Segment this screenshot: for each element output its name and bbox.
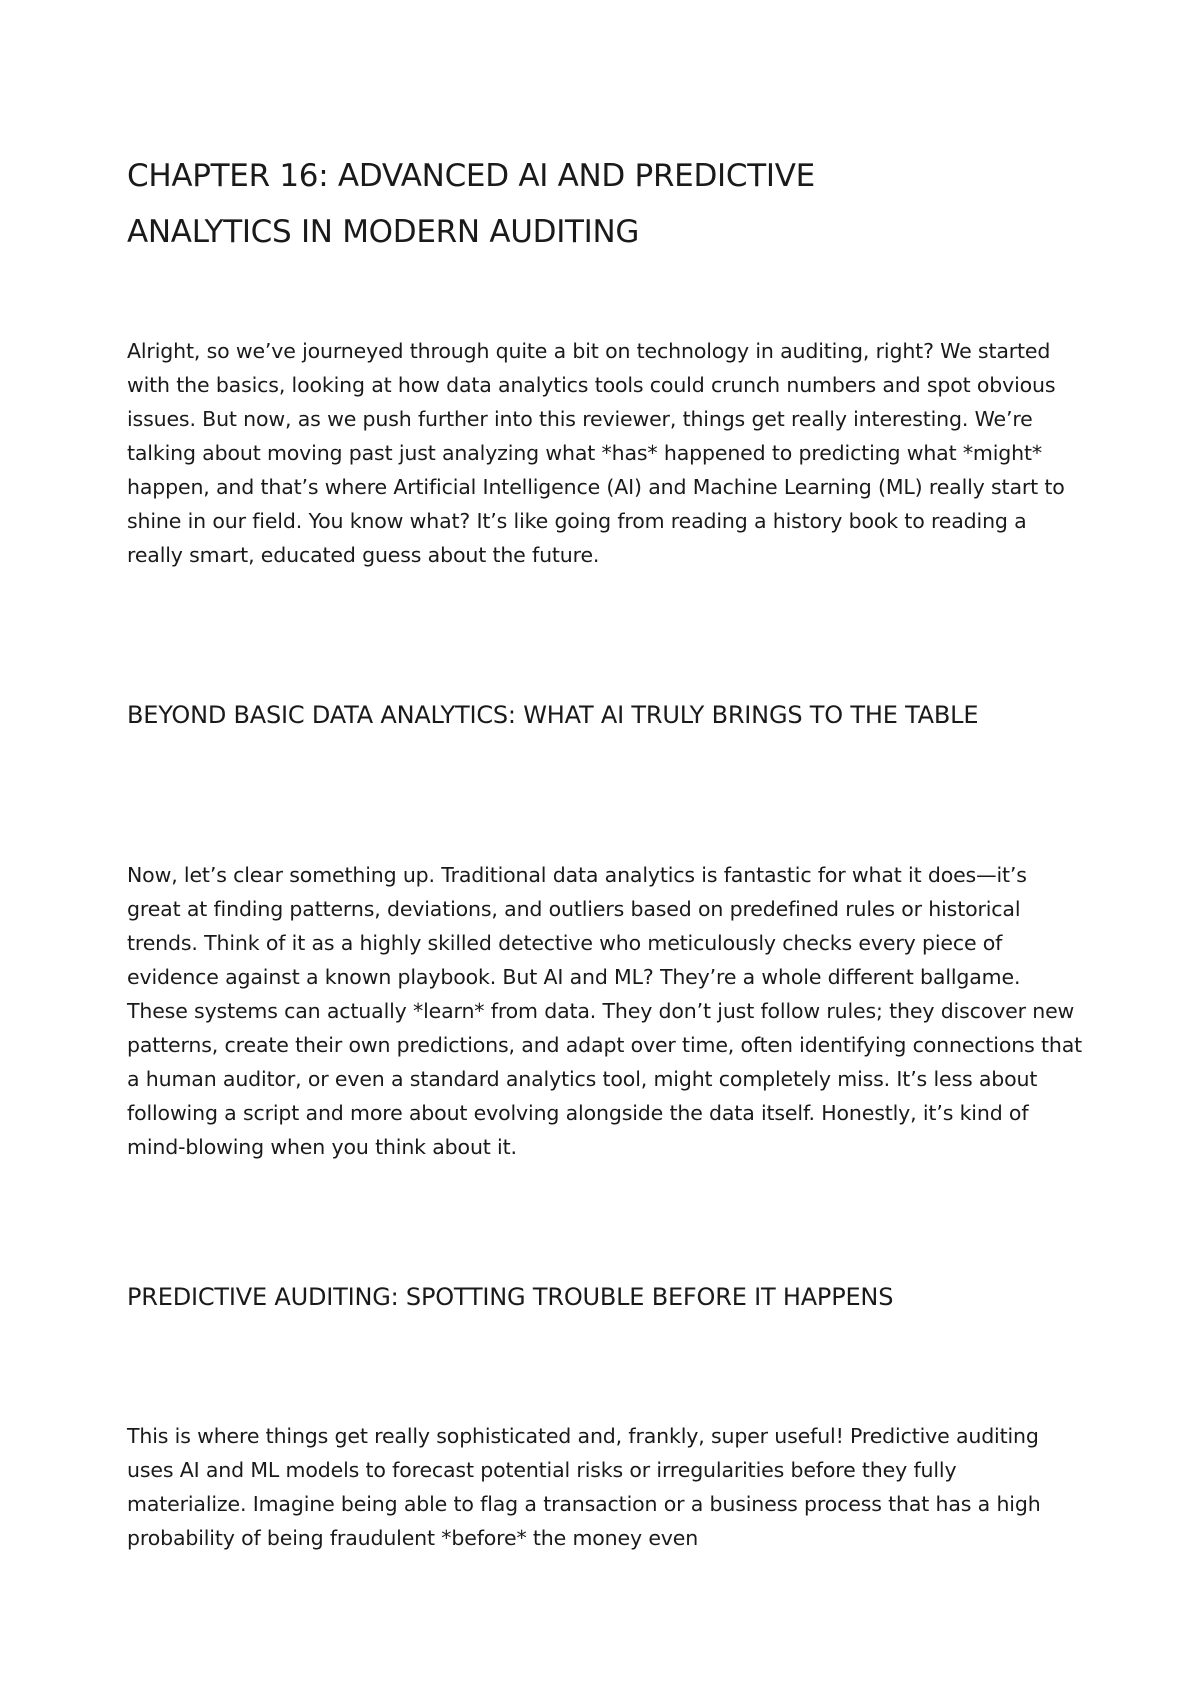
intro-paragraph: Alright, so we’ve journeyed through quite a bit on technology in auditing, right? We started with the basics, looking at how data analytics tools could crunch numbers and spot obvious issues. But now, as we push further into this reviewer, things get really interesting. We’re talking about moving past just analyzing what *has* happened to predicting what *might* happen, and that’s where Artificial Intelligence (AI) and Machine Learning (ML) really start to shine in our field. You know what? It’s like going from reading a history book to reading a really smart, educated guess about the future.: [127, 339, 1065, 567]
section-paragraph-predictive-auditing: This is where things get really sophisticated and, frankly, super useful! Predictive auditing uses AI and ML models to forecast potential risks or irregularities before they fully materialize. Imagine being able to flag a transaction or a business process that has a high probability of being fraudulent *before* the money even: [127, 1424, 1041, 1550]
section-paragraph-beyond-basic-analytics: Now, let’s clear something up. Traditional data analytics is fantastic for what it does—it’s great at finding patterns, deviations, and outliers based on predefined rules or historical trends. Think of it as a highly skilled detective who meticulously checks every piece of evidence against a known playbook. But AI and ML? They’re a whole different ballgame. These systems can actually *learn* from data. They don’t just follow rules; they discover new patterns, create their own predictions, and adapt over time, often identifying connections that a human auditor, or even a standard analytics tool, might completely miss. It’s less about following a script and more about evolving alongside the data itself. Honestly, it’s kind of mind-blowing when you think about it.: [127, 863, 1082, 1159]
section-heading-predictive-auditing: PREDICTIVE AUDITING: SPOTTING TROUBLE BEFORE IT HAPPENS: [127, 1283, 894, 1311]
chapter-title: CHAPTER 16: ADVANCED AI AND PREDICTIVE ANALYTICS IN MODERN AUDITING: [127, 158, 815, 250]
section-heading-beyond-basic-analytics: BEYOND BASIC DATA ANALYTICS: WHAT AI TRULY BRINGS TO THE TABLE: [127, 701, 979, 729]
